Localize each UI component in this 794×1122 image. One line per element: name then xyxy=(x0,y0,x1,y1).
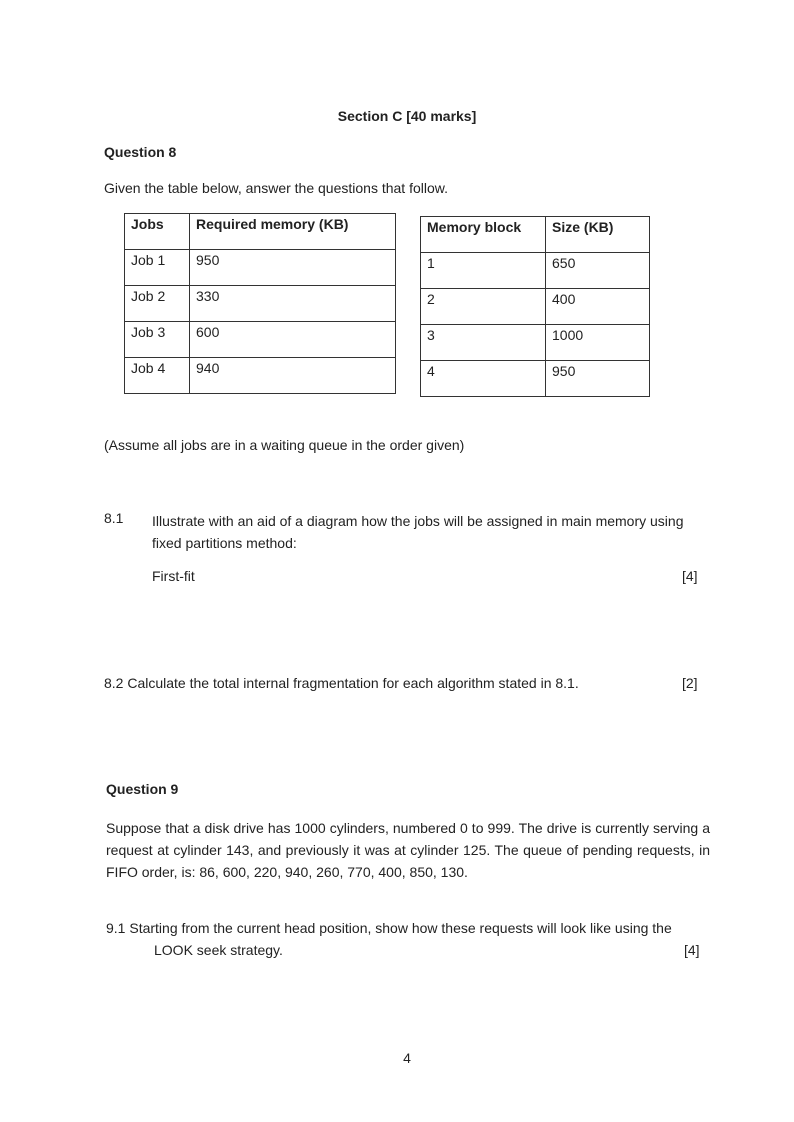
jobs-cell: 950 xyxy=(190,250,396,286)
jobs-cell: 330 xyxy=(190,286,396,322)
question-8-1-subpart: First-fit xyxy=(152,568,195,584)
question-8-1-number: 8.1 xyxy=(104,510,124,526)
memory-cell: 400 xyxy=(546,289,650,325)
memory-cell: 3 xyxy=(421,325,546,361)
question-8-2-marks: [2] xyxy=(682,675,698,691)
jobs-cell: 600 xyxy=(190,322,396,358)
question-9-1-text-line2: LOOK seek strategy. xyxy=(154,942,283,958)
question-8-intro: Given the table below, answer the questions that follow. xyxy=(104,180,448,196)
memory-table xyxy=(420,216,650,397)
question-8-1-text: Illustrate with an aid of a diagram how the jobs will be assigned in main memory using fixed partitions method: xyxy=(152,513,684,551)
question-9-heading: Question 9 xyxy=(106,781,179,797)
memory-cell: 650 xyxy=(546,253,650,289)
section-title: Section C [40 marks] xyxy=(337,108,477,124)
jobs-cell: Job 4 xyxy=(125,358,190,394)
assumption-note: (Assume all jobs are in a waiting queue in the order given) xyxy=(104,437,465,453)
jobs-header-memory: Required memory (KB) xyxy=(190,214,396,250)
question-9-1-marks: [4] xyxy=(684,942,700,958)
question-9-1-text: 9.1 Starting from the current head position, show how these requests will look like using the xyxy=(106,920,672,936)
page-number: 4 xyxy=(403,1050,411,1066)
jobs-cell: Job 1 xyxy=(125,250,190,286)
jobs-cell: Job 3 xyxy=(125,322,190,358)
memory-header-size: Size (KB) xyxy=(546,217,650,253)
question-9-intro: Suppose that a disk drive has 1000 cylinders, numbered 0 to 999. The drive is currently serving a request at cylinder 143, and previously it was at cylinder 125. The queue of pending requests, in FIFO order, is: 86, 600, 220, 940, 260, 770, 400, 850, 130. xyxy=(106,820,710,880)
memory-cell: 2 xyxy=(421,289,546,325)
question-8-2-text: 8.2 Calculate the total internal fragmentation for each algorithm stated in 8.1. xyxy=(104,675,579,691)
memory-cell: 1000 xyxy=(546,325,650,361)
question-8-1-marks: [4] xyxy=(682,568,698,584)
jobs-cell: 940 xyxy=(190,358,396,394)
jobs-cell: Job 2 xyxy=(125,286,190,322)
memory-cell: 1 xyxy=(421,253,546,289)
jobs-table xyxy=(124,213,396,394)
memory-cell: 950 xyxy=(546,361,650,397)
memory-cell: 4 xyxy=(421,361,546,397)
jobs-header-jobs: Jobs xyxy=(125,214,190,250)
question-8-heading: Question 8 xyxy=(104,144,177,160)
memory-header-block: Memory block xyxy=(421,217,546,253)
